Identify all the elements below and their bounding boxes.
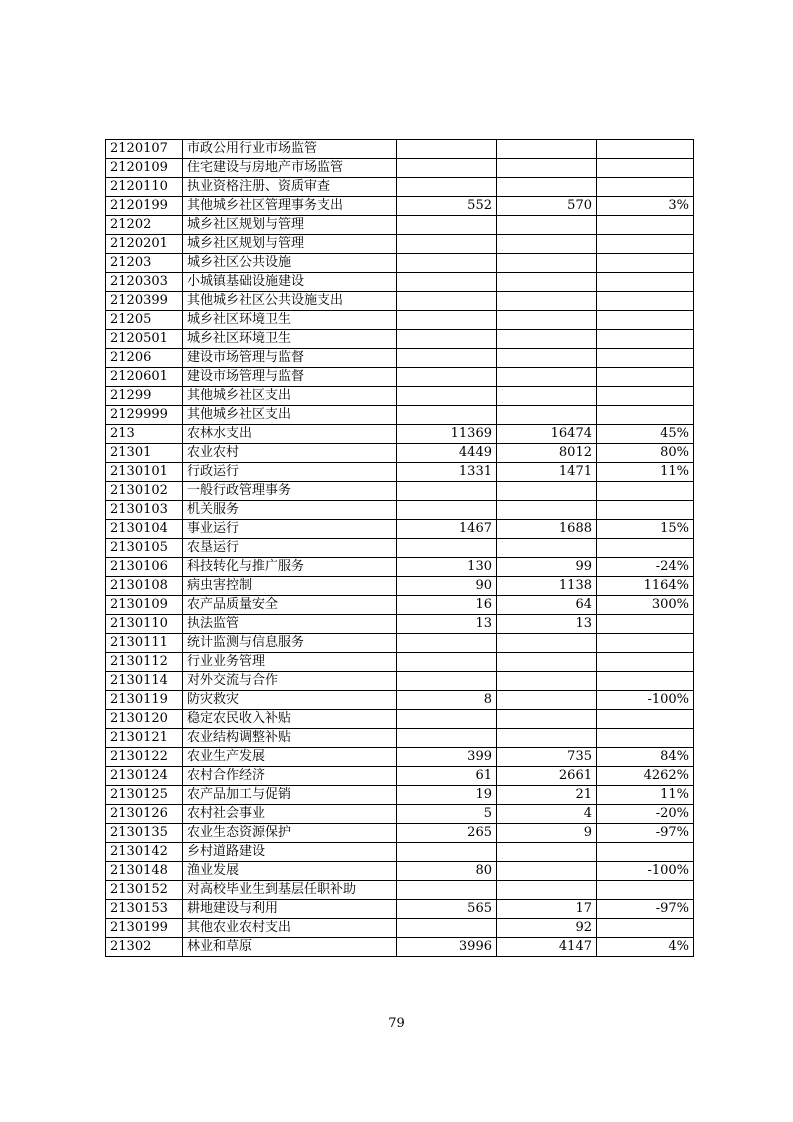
table-row bbox=[106, 634, 694, 653]
row-value-1 bbox=[397, 653, 497, 672]
row-name: 行政运行 bbox=[183, 463, 397, 482]
row-value-2: 8012 bbox=[497, 444, 597, 463]
row-code: 2130135 bbox=[106, 824, 183, 843]
row-change-percent bbox=[597, 482, 694, 501]
row-code: 2130122 bbox=[106, 748, 183, 767]
row-change-percent bbox=[597, 843, 694, 862]
row-code: 21302 bbox=[106, 938, 183, 957]
row-name: 其他城乡社区支出 bbox=[183, 387, 397, 406]
row-name: 农产品质量安全 bbox=[183, 596, 397, 615]
row-code: 2130153 bbox=[106, 900, 183, 919]
table-row bbox=[106, 748, 694, 767]
row-code: 2130152 bbox=[106, 881, 183, 900]
row-value-2: 4 bbox=[497, 805, 597, 824]
row-code: 2130120 bbox=[106, 710, 183, 729]
row-value-1 bbox=[397, 881, 497, 900]
row-change-percent bbox=[597, 349, 694, 368]
table-row bbox=[106, 444, 694, 463]
table-row bbox=[106, 178, 694, 197]
row-change-percent bbox=[597, 406, 694, 425]
row-value-1: 5 bbox=[397, 805, 497, 824]
row-change-percent: 1164% bbox=[597, 577, 694, 596]
row-value-2 bbox=[497, 862, 597, 881]
row-change-percent bbox=[597, 254, 694, 273]
row-code: 2130114 bbox=[106, 672, 183, 691]
table-row bbox=[106, 672, 694, 691]
row-change-percent: -100% bbox=[597, 691, 694, 710]
row-value-1: 565 bbox=[397, 900, 497, 919]
row-name: 林业和草原 bbox=[183, 938, 397, 957]
row-name: 农村合作经济 bbox=[183, 767, 397, 786]
row-value-1: 90 bbox=[397, 577, 497, 596]
row-name: 农业结构调整补贴 bbox=[183, 729, 397, 748]
row-value-2 bbox=[497, 235, 597, 254]
row-name: 农业生产发展 bbox=[183, 748, 397, 767]
row-code: 2120303 bbox=[106, 273, 183, 292]
row-value-1 bbox=[397, 140, 497, 159]
row-value-2: 4147 bbox=[497, 938, 597, 957]
row-code: 2120399 bbox=[106, 292, 183, 311]
table-row bbox=[106, 482, 694, 501]
row-code: 2120107 bbox=[106, 140, 183, 159]
row-code: 2130112 bbox=[106, 653, 183, 672]
row-change-percent bbox=[597, 273, 694, 292]
table-row bbox=[106, 330, 694, 349]
table-row bbox=[106, 596, 694, 615]
row-value-2: 13 bbox=[497, 615, 597, 634]
row-name: 对外交流与合作 bbox=[183, 672, 397, 691]
row-change-percent bbox=[597, 235, 694, 254]
row-name: 城乡社区规划与管理 bbox=[183, 235, 397, 254]
row-value-1 bbox=[397, 387, 497, 406]
row-name: 行业业务管理 bbox=[183, 653, 397, 672]
row-code: 2130110 bbox=[106, 615, 183, 634]
row-change-percent: 45% bbox=[597, 425, 694, 444]
row-value-1 bbox=[397, 501, 497, 520]
row-value-1 bbox=[397, 159, 497, 178]
row-value-2: 92 bbox=[497, 919, 597, 938]
row-change-percent bbox=[597, 330, 694, 349]
row-code: 2130119 bbox=[106, 691, 183, 710]
table-row bbox=[106, 254, 694, 273]
row-value-1 bbox=[397, 843, 497, 862]
row-change-percent: -97% bbox=[597, 900, 694, 919]
row-value-1: 1467 bbox=[397, 520, 497, 539]
row-code: 2120199 bbox=[106, 197, 183, 216]
table-row bbox=[106, 653, 694, 672]
row-change-percent bbox=[597, 159, 694, 178]
row-value-1: 80 bbox=[397, 862, 497, 881]
table-row bbox=[106, 786, 694, 805]
row-name: 执法监管 bbox=[183, 615, 397, 634]
budget-rows bbox=[106, 140, 694, 957]
row-value-1 bbox=[397, 406, 497, 425]
row-name: 小城镇基础设施建设 bbox=[183, 273, 397, 292]
row-change-percent: 4262% bbox=[597, 767, 694, 786]
table-row bbox=[106, 349, 694, 368]
table-row bbox=[106, 881, 694, 900]
row-value-2: 2661 bbox=[497, 767, 597, 786]
row-code: 2130199 bbox=[106, 919, 183, 938]
row-change-percent: -97% bbox=[597, 824, 694, 843]
row-value-1 bbox=[397, 273, 497, 292]
row-change-percent bbox=[597, 216, 694, 235]
row-change-percent bbox=[597, 539, 694, 558]
row-value-2 bbox=[497, 653, 597, 672]
row-change-percent bbox=[597, 729, 694, 748]
row-name: 乡村道路建设 bbox=[183, 843, 397, 862]
row-value-1: 61 bbox=[397, 767, 497, 786]
row-change-percent bbox=[597, 672, 694, 691]
row-value-2 bbox=[497, 710, 597, 729]
row-name: 机关服务 bbox=[183, 501, 397, 520]
row-code: 2130106 bbox=[106, 558, 183, 577]
table-row bbox=[106, 235, 694, 254]
table-row bbox=[106, 140, 694, 159]
row-change-percent bbox=[597, 140, 694, 159]
row-code: 2130103 bbox=[106, 501, 183, 520]
row-change-percent: 80% bbox=[597, 444, 694, 463]
table-row bbox=[106, 558, 694, 577]
row-name: 其他城乡社区支出 bbox=[183, 406, 397, 425]
row-change-percent: 11% bbox=[597, 786, 694, 805]
row-value-2 bbox=[497, 254, 597, 273]
row-code: 2120109 bbox=[106, 159, 183, 178]
row-name: 其他城乡社区管理事务支出 bbox=[183, 197, 397, 216]
row-value-2: 1688 bbox=[497, 520, 597, 539]
row-name: 其他农业农村支出 bbox=[183, 919, 397, 938]
row-code: 21205 bbox=[106, 311, 183, 330]
row-code: 2130148 bbox=[106, 862, 183, 881]
row-name: 建设市场管理与监督 bbox=[183, 368, 397, 387]
row-value-2: 16474 bbox=[497, 425, 597, 444]
table-row bbox=[106, 919, 694, 938]
row-name: 防灾救灾 bbox=[183, 691, 397, 710]
table-row bbox=[106, 387, 694, 406]
row-name: 市政公用行业市场监管 bbox=[183, 140, 397, 159]
row-change-percent: 3% bbox=[597, 197, 694, 216]
row-value-2 bbox=[497, 159, 597, 178]
row-name: 统计监测与信息服务 bbox=[183, 634, 397, 653]
row-value-1: 552 bbox=[397, 197, 497, 216]
table-row bbox=[106, 615, 694, 634]
row-name: 住宅建设与房地产市场监管 bbox=[183, 159, 397, 178]
row-change-percent bbox=[597, 501, 694, 520]
row-value-2 bbox=[497, 881, 597, 900]
row-code: 21203 bbox=[106, 254, 183, 273]
row-value-1 bbox=[397, 254, 497, 273]
row-change-percent bbox=[597, 387, 694, 406]
row-code: 2130124 bbox=[106, 767, 183, 786]
row-change-percent: -20% bbox=[597, 805, 694, 824]
row-value-1 bbox=[397, 216, 497, 235]
table-row bbox=[106, 539, 694, 558]
row-value-2 bbox=[497, 501, 597, 520]
row-name: 城乡社区环境卫生 bbox=[183, 311, 397, 330]
row-code: 2130142 bbox=[106, 843, 183, 862]
row-change-percent: 11% bbox=[597, 463, 694, 482]
row-value-2: 64 bbox=[497, 596, 597, 615]
row-code: 2120110 bbox=[106, 178, 183, 197]
table-row bbox=[106, 691, 694, 710]
table-row bbox=[106, 577, 694, 596]
row-name: 科技转化与推广服务 bbox=[183, 558, 397, 577]
row-value-2 bbox=[497, 273, 597, 292]
row-name: 耕地建设与利用 bbox=[183, 900, 397, 919]
budget-table bbox=[105, 139, 694, 957]
row-value-2 bbox=[497, 406, 597, 425]
row-value-2 bbox=[497, 311, 597, 330]
row-code: 2130101 bbox=[106, 463, 183, 482]
row-code: 2130104 bbox=[106, 520, 183, 539]
row-value-2 bbox=[497, 216, 597, 235]
row-code: 2130125 bbox=[106, 786, 183, 805]
row-value-2: 21 bbox=[497, 786, 597, 805]
row-value-2 bbox=[497, 330, 597, 349]
row-value-1: 4449 bbox=[397, 444, 497, 463]
table-row bbox=[106, 843, 694, 862]
row-value-2: 1138 bbox=[497, 577, 597, 596]
row-name: 农产品加工与促销 bbox=[183, 786, 397, 805]
row-value-1 bbox=[397, 539, 497, 558]
row-value-1: 399 bbox=[397, 748, 497, 767]
row-value-2 bbox=[497, 672, 597, 691]
row-code: 2130111 bbox=[106, 634, 183, 653]
page-number: 79 bbox=[388, 1016, 405, 1031]
row-value-1 bbox=[397, 292, 497, 311]
row-value-2 bbox=[497, 482, 597, 501]
row-name: 农业农村 bbox=[183, 444, 397, 463]
row-code: 213 bbox=[106, 425, 183, 444]
row-name: 建设市场管理与监督 bbox=[183, 349, 397, 368]
table-row bbox=[106, 501, 694, 520]
row-value-2: 9 bbox=[497, 824, 597, 843]
row-change-percent: -100% bbox=[597, 862, 694, 881]
table-row bbox=[106, 273, 694, 292]
row-name: 城乡社区公共设施 bbox=[183, 254, 397, 273]
row-change-percent bbox=[597, 615, 694, 634]
row-code: 2130109 bbox=[106, 596, 183, 615]
row-value-1 bbox=[397, 235, 497, 254]
table-row bbox=[106, 159, 694, 178]
row-code: 2130121 bbox=[106, 729, 183, 748]
row-code: 21299 bbox=[106, 387, 183, 406]
row-name: 城乡社区规划与管理 bbox=[183, 216, 397, 235]
row-name: 病虫害控制 bbox=[183, 577, 397, 596]
row-change-percent bbox=[597, 311, 694, 330]
row-code: 2130102 bbox=[106, 482, 183, 501]
row-name: 农村社会事业 bbox=[183, 805, 397, 824]
row-code: 2120501 bbox=[106, 330, 183, 349]
row-value-1 bbox=[397, 672, 497, 691]
row-value-1: 13 bbox=[397, 615, 497, 634]
row-value-2 bbox=[497, 368, 597, 387]
row-change-percent bbox=[597, 919, 694, 938]
table-row bbox=[106, 368, 694, 387]
row-value-1 bbox=[397, 729, 497, 748]
row-name: 城乡社区环境卫生 bbox=[183, 330, 397, 349]
row-value-2: 735 bbox=[497, 748, 597, 767]
table-row bbox=[106, 767, 694, 786]
row-value-1: 3996 bbox=[397, 938, 497, 957]
row-change-percent bbox=[597, 292, 694, 311]
row-change-percent bbox=[597, 178, 694, 197]
row-value-2 bbox=[497, 729, 597, 748]
row-change-percent: 84% bbox=[597, 748, 694, 767]
table-row bbox=[106, 197, 694, 216]
table-row bbox=[106, 729, 694, 748]
row-code: 2120601 bbox=[106, 368, 183, 387]
table-row bbox=[106, 425, 694, 444]
row-value-2: 1471 bbox=[497, 463, 597, 482]
row-value-1: 11369 bbox=[397, 425, 497, 444]
row-value-1 bbox=[397, 710, 497, 729]
table-row bbox=[106, 805, 694, 824]
row-value-2 bbox=[497, 387, 597, 406]
table-row bbox=[106, 862, 694, 881]
row-name: 执业资格注册、资质审查 bbox=[183, 178, 397, 197]
row-value-2: 17 bbox=[497, 900, 597, 919]
row-value-2 bbox=[497, 691, 597, 710]
row-change-percent bbox=[597, 368, 694, 387]
row-value-1: 1331 bbox=[397, 463, 497, 482]
row-code: 2130126 bbox=[106, 805, 183, 824]
row-change-percent: 300% bbox=[597, 596, 694, 615]
row-value-2 bbox=[497, 539, 597, 558]
row-change-percent bbox=[597, 881, 694, 900]
row-code: 2130105 bbox=[106, 539, 183, 558]
row-code: 21202 bbox=[106, 216, 183, 235]
table-row bbox=[106, 463, 694, 482]
row-value-2: 99 bbox=[497, 558, 597, 577]
row-change-percent: 4% bbox=[597, 938, 694, 957]
row-value-1 bbox=[397, 178, 497, 197]
table-row bbox=[106, 824, 694, 843]
row-change-percent bbox=[597, 653, 694, 672]
row-name: 农林水支出 bbox=[183, 425, 397, 444]
row-value-2 bbox=[497, 349, 597, 368]
row-name: 农业生态资源保护 bbox=[183, 824, 397, 843]
table-row bbox=[106, 311, 694, 330]
row-value-1 bbox=[397, 368, 497, 387]
row-value-1 bbox=[397, 634, 497, 653]
row-code: 2129999 bbox=[106, 406, 183, 425]
row-value-1 bbox=[397, 330, 497, 349]
row-name: 其他城乡社区公共设施支出 bbox=[183, 292, 397, 311]
row-name: 事业运行 bbox=[183, 520, 397, 539]
row-code: 21206 bbox=[106, 349, 183, 368]
row-value-1: 19 bbox=[397, 786, 497, 805]
row-value-2 bbox=[497, 292, 597, 311]
table-row bbox=[106, 710, 694, 729]
row-value-1 bbox=[397, 311, 497, 330]
row-code: 2130108 bbox=[106, 577, 183, 596]
row-value-2 bbox=[497, 178, 597, 197]
table-row bbox=[106, 216, 694, 235]
row-value-1: 16 bbox=[397, 596, 497, 615]
row-value-2: 570 bbox=[497, 197, 597, 216]
row-value-2 bbox=[497, 843, 597, 862]
row-name: 农垦运行 bbox=[183, 539, 397, 558]
row-value-2 bbox=[497, 140, 597, 159]
table-row bbox=[106, 520, 694, 539]
row-name: 渔业发展 bbox=[183, 862, 397, 881]
row-value-1 bbox=[397, 919, 497, 938]
row-value-1 bbox=[397, 482, 497, 501]
row-change-percent bbox=[597, 710, 694, 729]
table-row bbox=[106, 900, 694, 919]
row-value-2 bbox=[497, 634, 597, 653]
table-row bbox=[106, 406, 694, 425]
row-change-percent bbox=[597, 634, 694, 653]
row-change-percent: -24% bbox=[597, 558, 694, 577]
row-name: 对高校毕业生到基层任职补助 bbox=[183, 881, 397, 900]
row-change-percent: 15% bbox=[597, 520, 694, 539]
row-value-1: 130 bbox=[397, 558, 497, 577]
row-name: 稳定农民收入补贴 bbox=[183, 710, 397, 729]
table-row bbox=[106, 292, 694, 311]
row-value-1: 8 bbox=[397, 691, 497, 710]
row-code: 2120201 bbox=[106, 235, 183, 254]
row-name: 一般行政管理事务 bbox=[183, 482, 397, 501]
row-code: 21301 bbox=[106, 444, 183, 463]
row-value-1: 265 bbox=[397, 824, 497, 843]
row-value-1 bbox=[397, 349, 497, 368]
table-row bbox=[106, 938, 694, 957]
